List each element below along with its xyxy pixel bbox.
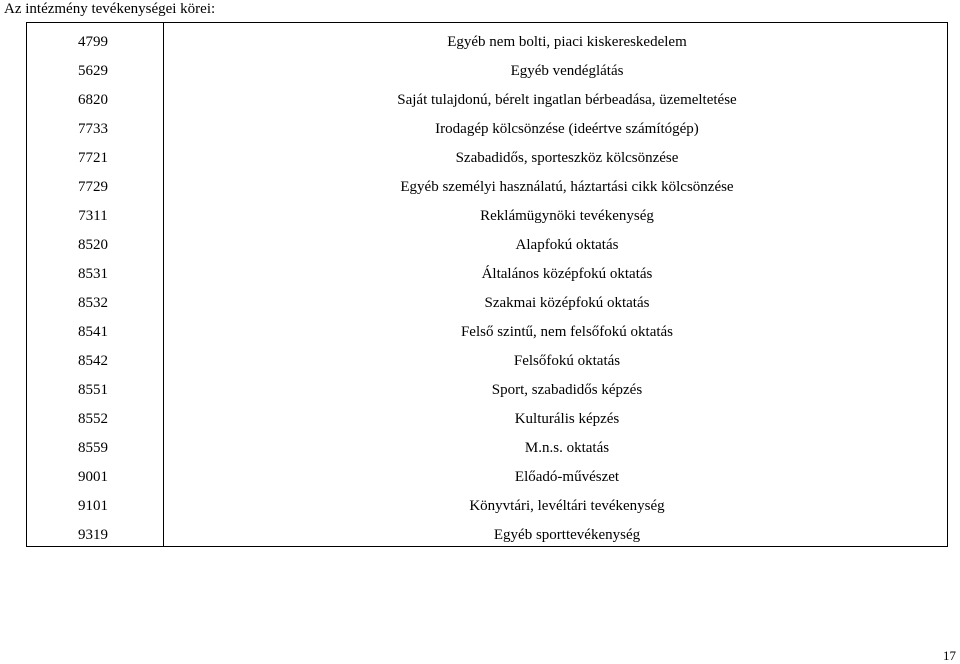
activity-code: 7721 [78, 149, 108, 166]
activity-code: 5629 [78, 62, 108, 79]
activity-description: Előadó-művészet [514, 468, 620, 485]
table-row [27, 27, 947, 56]
table-row [27, 520, 947, 549]
table-row [27, 143, 947, 172]
table-row [27, 85, 947, 114]
activity-code: 7311 [78, 207, 108, 224]
activity-description: Kulturális képzés [514, 410, 620, 427]
activity-code: 8520 [78, 236, 108, 253]
activity-description: Szabadidős, sporteszköz kölcsönzése [455, 149, 679, 166]
activity-code: 6820 [78, 91, 108, 108]
table-row [27, 462, 947, 491]
activity-table [26, 22, 948, 547]
activity-description: Egyéb személyi használatú, háztartási cikk kölcsönzése [400, 178, 734, 195]
activity-list [27, 27, 947, 549]
table-row [27, 491, 947, 520]
table-row [27, 375, 947, 404]
activity-description: Saját tulajdonú, bérelt ingatlan bérbeadása, üzemeltetése [397, 91, 737, 108]
table-row [27, 433, 947, 462]
activity-description: Egyéb sporttevékenység [493, 526, 641, 543]
activity-description: Felső szintű, nem felsőfokú oktatás [460, 323, 674, 340]
activity-description: Könyvtári, levéltári tevékenység [469, 497, 665, 514]
table-row [27, 259, 947, 288]
activity-code: 4799 [78, 33, 108, 50]
table-row [27, 346, 947, 375]
activity-description: Alapfokú oktatás [515, 236, 619, 253]
table-row [27, 317, 947, 346]
activity-code: 8542 [78, 352, 108, 369]
activity-code: 8551 [78, 381, 108, 398]
activity-code: 8552 [78, 410, 108, 427]
activity-description: Szakmai középfokú oktatás [484, 294, 650, 311]
activity-code: 7733 [78, 120, 108, 137]
activity-description: Általános középfokú oktatás [481, 265, 653, 282]
activity-code: 9319 [78, 526, 108, 543]
activity-description: Irodagép kölcsönzése (ideértve számítógép) [435, 120, 699, 137]
activity-code: 8541 [78, 323, 108, 340]
activity-code: 8559 [78, 439, 108, 456]
activity-code: 9001 [78, 468, 108, 485]
table-row [27, 114, 947, 143]
table-row [27, 56, 947, 85]
table-row [27, 404, 947, 433]
table-row [27, 201, 947, 230]
table-row [27, 288, 947, 317]
activity-code: 7729 [78, 178, 108, 195]
activity-description: Felsőfokú oktatás [513, 352, 621, 369]
activity-code: 9101 [78, 497, 108, 514]
section-heading: Az intézmény tevékenységei körei: [4, 1, 216, 17]
activity-description: Reklámügynöki tevékenység [480, 207, 654, 224]
table-row [27, 230, 947, 259]
table-row [27, 172, 947, 201]
activity-description: M.n.s. oktatás [524, 439, 610, 456]
activity-description: Sport, szabadidős képzés [491, 381, 643, 398]
activity-description: Egyéb vendéglátás [510, 62, 624, 79]
activity-code: 8532 [78, 294, 108, 311]
activity-code: 8531 [78, 265, 108, 282]
page-number: 17 [943, 648, 956, 663]
activity-description: Egyéb nem bolti, piaci kiskereskedelem [447, 33, 687, 50]
